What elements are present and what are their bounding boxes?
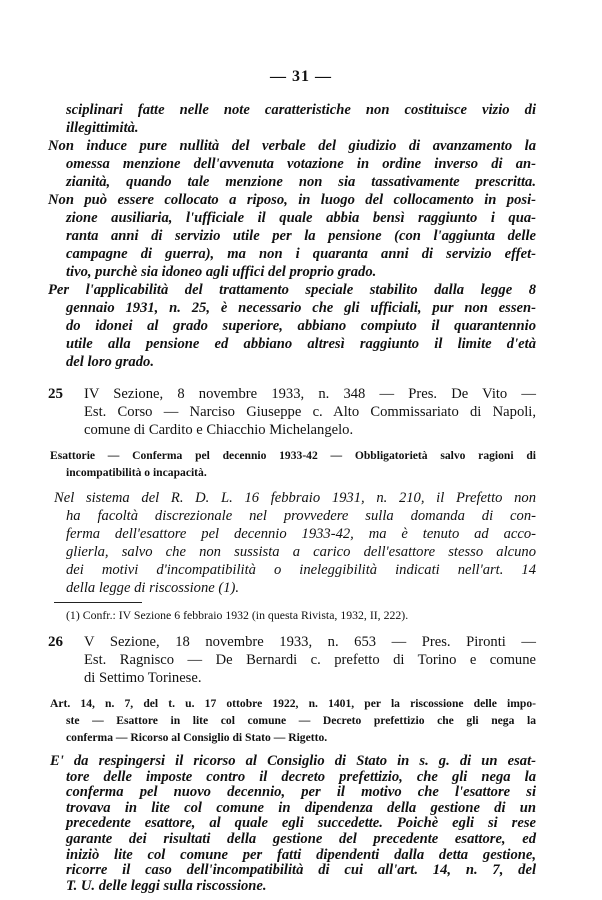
maxim-line: del loro grado. [66,354,154,370]
footnote-rule [54,602,142,603]
case-header-line: Est. Corso — Narciso Giuseppe c. Alto Commissariato di Napoli, [84,404,536,420]
case-number: 25 [48,386,63,402]
maxim-line: omessa menzione dell'avvenuta votazione in ordine inverso di an- [66,156,536,172]
maxim-line: ricorre il caso dell'incompatibilità di cui all'art. 14, n. 7, del [66,862,536,879]
maxim-line: campagne di guerra), ma non i quaranta anni di servizio effet- [66,246,536,262]
maxim-line: garante dei risultati della gestione del precedente esattore, ed [66,831,536,847]
subject-line: ste — Esattore in lite col comune — Decreto prefettizio che gli nega la [66,714,536,727]
subject-line: conferma — Ricorso al Consiglio di Stato — Rigetto. [66,731,328,744]
maxim-line: ranta anni di servizio utile per la pensione (con l'aggiunta delle [66,228,536,244]
maxim-line: della legge di riscossione (1). [66,580,240,596]
maxim-line: conferma pel nuovo decennio, per il motivo che l'esattore si [66,784,536,801]
maxim-line: Per l'applicabilità del trattamento speciale stabilito dalla legge 8 [48,282,536,298]
maxim-line: zione ausiliaria, l'ufficiale il quale abbia bensì raggiunto i qua- [66,210,536,226]
page-number: — 31 — [270,68,332,85]
maxim-line: dei motivi d'incompatibilità o ineleggibilità indicati nell'art. 14 [66,562,536,578]
maxim-line: utile alla pensione ed abbiano altresì raggiunto il limite d'età [66,336,536,352]
maxim-line: Nel sistema del R. D. L. 16 febbraio 1931, n. 210, il Prefetto non [54,490,536,506]
case-header-line: Est. Ragnisco — De Bernardi c. prefetto di Torino e comune [84,652,536,668]
maxim-line: gennaio 1931, n. 25, è necessario che gli ufficiali, pur non essen- [66,300,536,316]
case-header-line: V Sezione, 18 novembre 1933, n. 653 — Pres. Pironti — [84,634,536,650]
subject-line: Esattorie — Conferma pel decennio 1933-42 — Obbligatorietà salvo ragioni di [50,449,536,462]
maxim-line: Non induce pure nullità del verbale del giudizio di avanzamento la [48,138,536,154]
maxim-line: tore delle imposte contro il decreto prefettizio, che gli nega la [66,768,536,785]
maxim-line: ferma dell'esattore pel decennio 1933-42, ma è tenuto ad acco- [66,526,536,542]
subject-line: Art. 14, n. 7, del t. u. 17 ottobre 1922, n. 1401, per la riscossione delle impo- [50,697,536,710]
maxim-line: glierla, salvo che non sussista a carico dell'esattore stesso alcuno [66,544,536,560]
subject-line: incompatibilità o incapacità. [66,466,207,479]
maxim-line: E' da respingersi il ricorso al Consiglio di Stato in s. g. di un esat- [50,753,536,769]
case-header-line: IV Sezione, 8 novembre 1933, n. 348 — Pres. De Vito — [84,386,536,402]
maxim-line: ha facoltà discrezionale nel provvedere sulla domanda di con- [66,508,536,524]
maxim-line: iniziò lite col comune per fatti dipendenti dalla detta gestione, [66,846,536,863]
maxim-line: zianità, quando tale menzione non sia tassativamente prescritta. [66,174,536,190]
maxim-line: do idonei al grado superiore, abbiano compiuto il quarantennio [66,318,536,334]
maxim-line: T. U. delle leggi sulla riscossione. [66,877,267,894]
maxim-line: illegittimità. [66,120,139,136]
maxim-line: sciplinari fatte nelle note caratteristiche non costituisce vizio di [66,102,536,118]
case-header-line: comune di Cardito e Chiacchio Michelangelo. [84,422,354,438]
footnote: (1) Confr.: IV Sezione 6 febbraio 1932 (in questa Rivista, 1932, II, 222). [66,608,409,622]
maxim-line: trovava in lite col comune in dipendenza della gestione di un [66,799,536,816]
maxim-line: tivo, purchè sia idoneo agli uffici del proprio grado. [66,264,377,280]
maxim-line: precedente esattore, al quale egli succedette. Poichè egli si rese [66,815,536,832]
case-number: 26 [48,634,63,650]
case-header-line: di Settimo Torinese. [84,670,202,686]
maxim-line: Non può essere collocato a riposo, in luogo del collocamento in posi- [48,192,536,208]
